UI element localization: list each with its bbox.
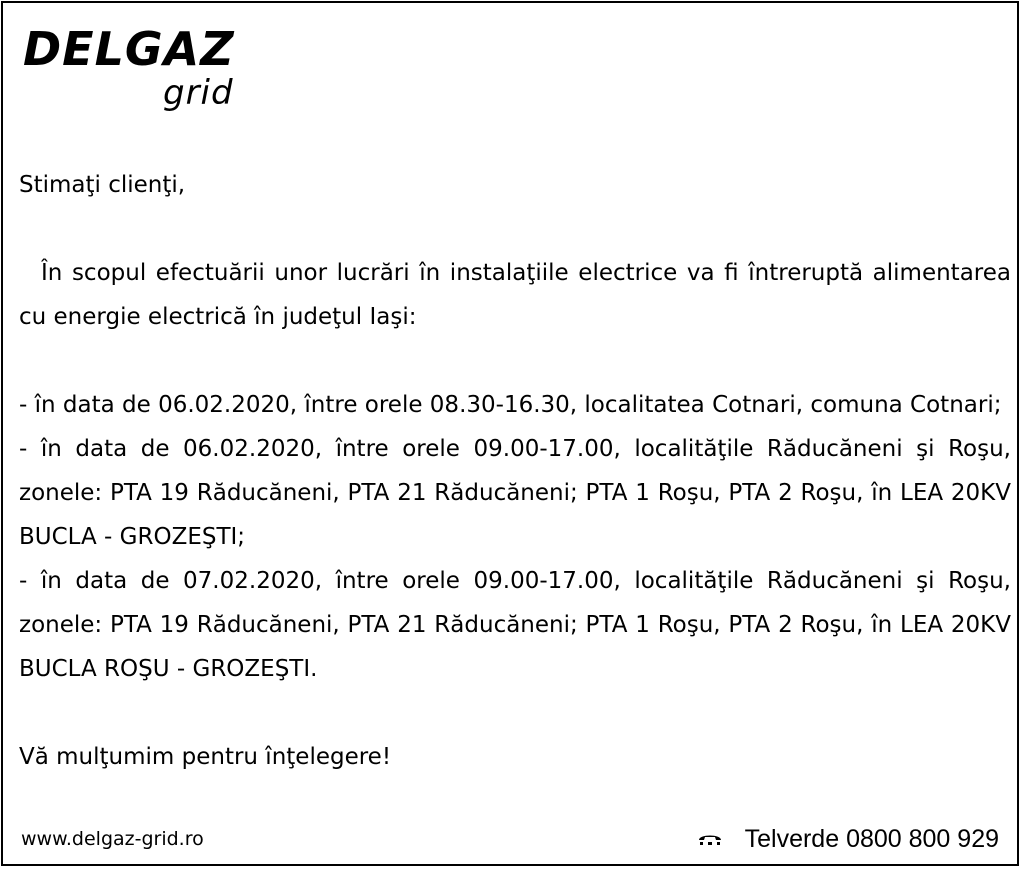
logo-main-text: DELGAZ [23, 22, 235, 76]
intro-paragraph: În scopul efectuării unor lucrări în instalaţiile electrice va fi întreruptă alimentarea cu energie electrică în judeţul Iaşi: [19, 260, 1011, 330]
delgaz-grid-logo [23, 21, 263, 121]
website-link[interactable]: www.delgaz-grid.ro [21, 828, 204, 850]
closing-line: Vă mulţumim pentru înţelegere! [19, 744, 392, 770]
outage-list [19, 383, 1011, 691]
outage-item: - în data de 07.02.2020, între orele 09.00-17.00, localităţile Răducăneni şi Roşu, zonele: PTA 19 Răducăneni, PTA 21 Răducăneni; PTA 1 Roşu, PTA 2 Roşu, în LEA 20KV BUCLA ROŞU - GROZEŞTI. [19, 568, 1011, 682]
phone-number: Telverde 0800 800 929 [744, 825, 999, 853]
telephone-icon [697, 831, 723, 847]
notice-frame [1, 1, 1019, 866]
phone-contact [697, 823, 999, 855]
outage-item: - în data de 06.02.2020, între orele 08.30-16.30, localitatea Cotnari, comuna Cotnari; [19, 392, 1002, 418]
greeting: Stimaţi clienţi, [19, 172, 186, 198]
outage-item: - în data de 06.02.2020, între orele 09.00-17.00, localităţile Răducăneni şi Roşu, zonele: PTA 19 Răducăneni, PTA 21 Răducăneni; PTA 1 Roşu, PTA 2 Roşu, în LEA 20KV BUCLA - GROZEŞTI; [19, 436, 1011, 550]
logo-sub-text: grid [163, 73, 234, 113]
notice-body [19, 163, 1011, 779]
